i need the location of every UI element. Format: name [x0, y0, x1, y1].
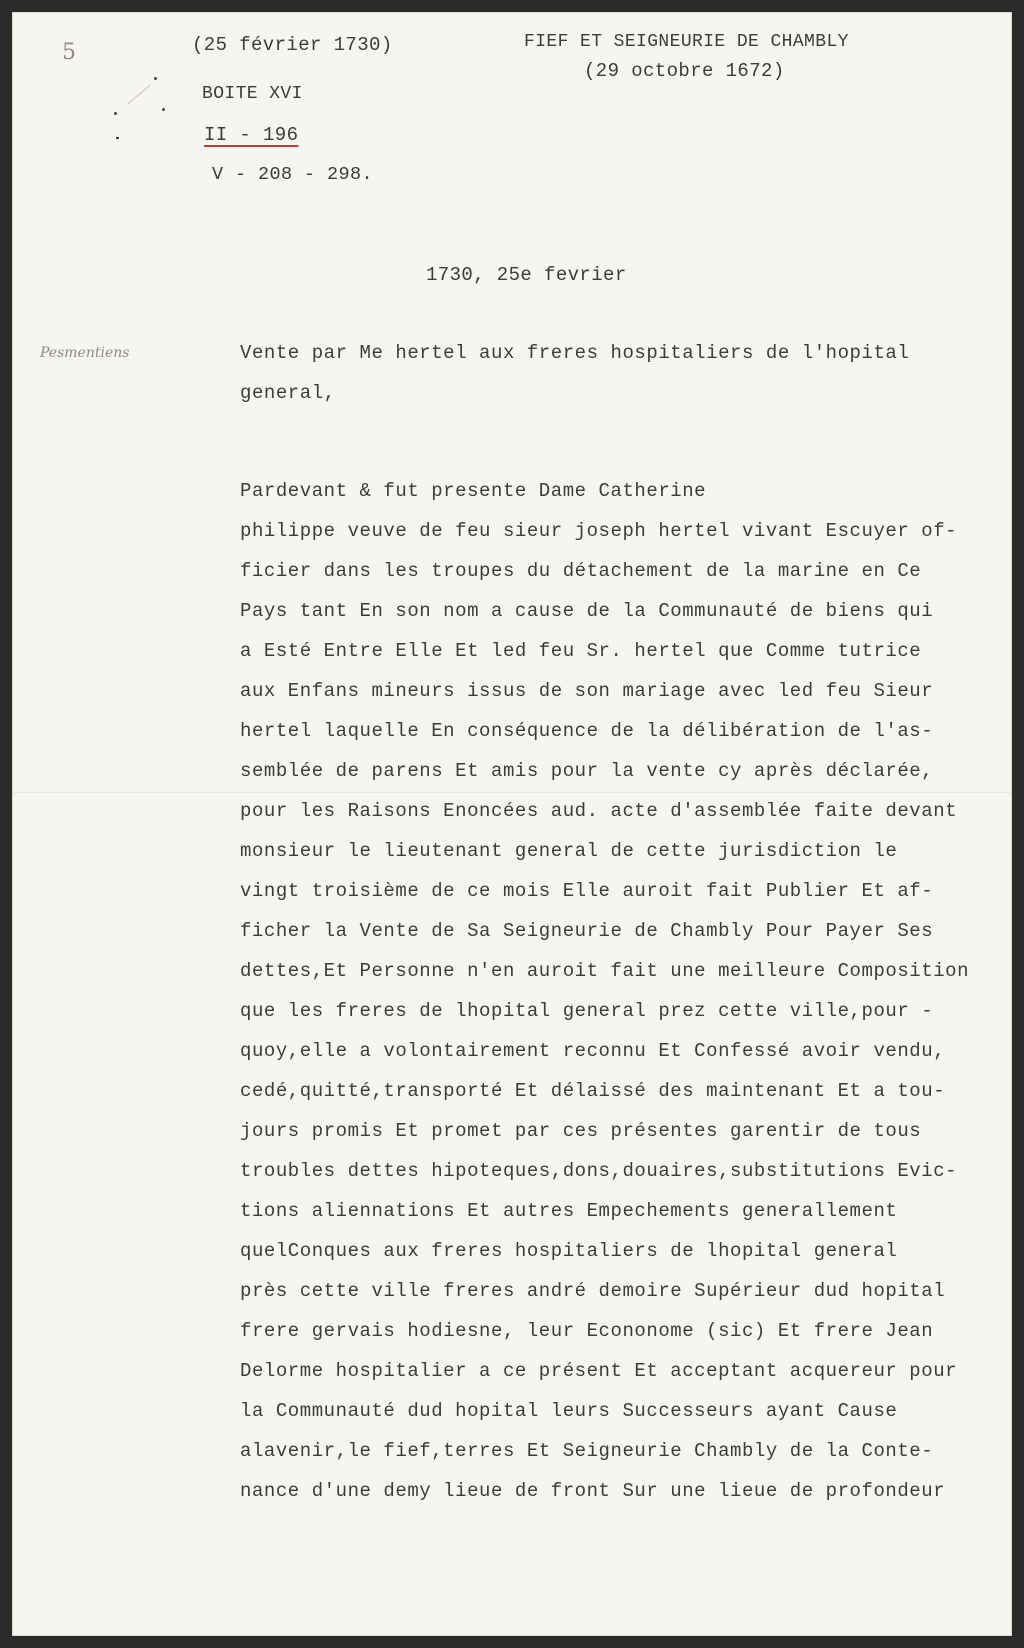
- body-line: pour les Raisons Enoncées aud. acte d'assemblée faite devant: [240, 800, 958, 822]
- body-line: tions aliennations Et autres Empechements generallement: [240, 1200, 898, 1222]
- body-line: hertel laquelle En conséquence de la délibération de l'as-: [240, 720, 934, 742]
- header-title: FIEF ET SEIGNEURIE DE CHAMBLY: [524, 32, 849, 52]
- pencil-mark: [154, 77, 157, 80]
- body-line: semblée de parens Et amis pour la vente cy après déclarée,: [240, 760, 934, 782]
- page-number: 5: [62, 40, 76, 65]
- body-line: ficher la Vente de Sa Seigneurie de Chambly Pour Payer Ses: [240, 920, 934, 942]
- body-line: frere gervais hodiesne, leur Econonome (sic) Et frere Jean: [240, 1320, 934, 1342]
- reference-1: II - 196: [204, 124, 299, 146]
- body-line: Pardevant & fut presente Dame Catherine: [240, 480, 707, 502]
- header-date-left: (25 février 1730): [192, 34, 393, 56]
- body-line: troubles dettes hipoteques,dons,douaires,substitutions Evic-: [240, 1160, 958, 1182]
- body-line: dettes,Et Personne n'en auroit fait une meilleure Composition: [240, 960, 970, 982]
- document-date: 1730, 25e fevrier: [426, 264, 627, 286]
- body-line: Delorme hospitalier a ce présent Et acceptant acquereur pour: [240, 1360, 958, 1382]
- body-line: jours promis Et promet par ces présentes garentir de tous: [240, 1120, 922, 1142]
- body-line: près cette ville freres andré demoire Supérieur dud hopital: [240, 1280, 946, 1302]
- pencil-mark: [162, 108, 165, 111]
- body-line: ficier dans les troupes du détachement de la marine en Ce: [240, 560, 922, 582]
- body-line: aux Enfans mineurs issus de son mariage avec led feu Sieur: [240, 680, 934, 702]
- body-line: nance d'une demy lieue de front Sur une lieue de profondeur: [240, 1480, 946, 1502]
- document-page: [12, 12, 1012, 1636]
- body-line: quelConques aux freres hospitaliers de lhopital general: [240, 1240, 898, 1262]
- heading-line: Vente par Me hertel aux freres hospitaliers de l'hopital: [240, 342, 910, 364]
- heading-line: general,: [240, 382, 336, 404]
- header-date-right: (29 octobre 1672): [584, 60, 785, 82]
- body-line: cedé,quitté,transporté Et délaissé des maintenant Et a tou-: [240, 1080, 946, 1102]
- body-line: philippe veuve de feu sieur joseph hertel vivant Escuyer of-: [240, 520, 958, 542]
- body-line: a Esté Entre Elle Et led feu Sr. hertel que Comme tutrice: [240, 640, 922, 662]
- paper-fold: [12, 792, 1012, 793]
- pencil-stroke: [127, 84, 151, 104]
- reference-2: V - 208 - 298.: [212, 164, 374, 185]
- box-label: BOITE XVI: [202, 84, 303, 104]
- body-line: Pays tant En son nom a cause de la Communauté de biens qui: [240, 600, 934, 622]
- body-line: alavenir,le fief,terres Et Seigneurie Chambly de la Conte-: [240, 1440, 934, 1462]
- pencil-mark: [114, 112, 117, 115]
- body-line: la Communauté dud hopital leurs Successeurs ayant Cause: [240, 1400, 898, 1422]
- body-line: que les freres de lhopital general prez cette ville,pour -: [240, 1000, 934, 1022]
- body-line: monsieur le lieutenant general de cette jurisdiction le: [240, 840, 898, 862]
- body-line: vingt troisième de ce mois Elle auroit fait Publier Et af-: [240, 880, 934, 902]
- pencil-mark: [116, 137, 119, 139]
- margin-note: Pesmentiens: [40, 345, 130, 361]
- body-line: quoy,elle a volontairement reconnu Et Confessé avoir vendu,: [240, 1040, 946, 1062]
